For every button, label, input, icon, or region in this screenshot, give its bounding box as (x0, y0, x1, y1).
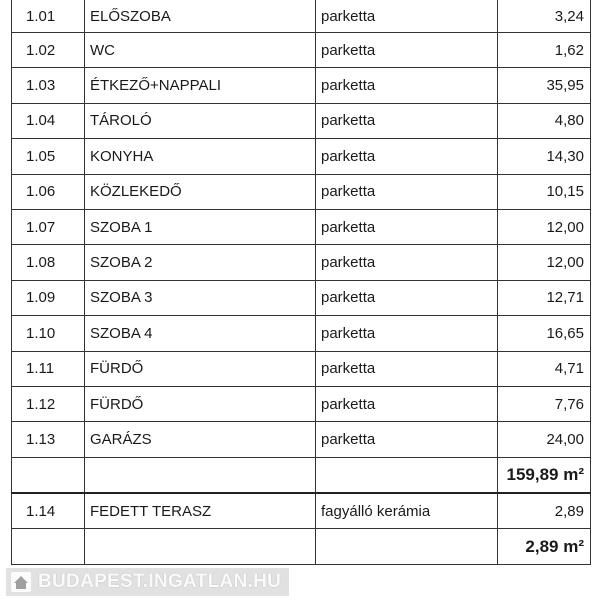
room-number: 1.04 (12, 103, 85, 138)
floor-type: parketta (316, 280, 498, 315)
empty-cell (316, 457, 498, 493)
rooms-total: 159,89 m² (498, 457, 591, 493)
empty-cell (85, 529, 316, 564)
room-row (12, 386, 591, 421)
rooms-total-row (12, 457, 591, 493)
room-area: 3,24 (498, 0, 591, 33)
room-number: 1.01 (12, 0, 85, 33)
room-name: SZOBA 3 (85, 280, 316, 315)
empty-cell (316, 529, 498, 564)
floor-type: parketta (316, 0, 498, 33)
room-number: 1.02 (12, 33, 85, 68)
room-name: SZOBA 1 (85, 209, 316, 244)
room-name: ÉTKEZŐ+NAPPALI (85, 68, 316, 103)
room-summary (12, 457, 591, 564)
room-row (12, 174, 591, 209)
room-name: ELŐSZOBA (85, 0, 316, 33)
room-area: 12,71 (498, 280, 591, 315)
room-area: 4,71 (498, 351, 591, 386)
room-name: SZOBA 2 (85, 245, 316, 280)
room-number: 1.11 (12, 351, 85, 386)
room-area: 4,80 (498, 103, 591, 138)
watermark-text: BUDAPEST.INGATLAN.HU (38, 571, 282, 592)
room-number: 1.12 (12, 386, 85, 421)
room-area: 35,95 (498, 68, 591, 103)
room-number: 1.05 (12, 139, 85, 174)
room-name: SZOBA 4 (85, 316, 316, 351)
room-rows (12, 0, 591, 457)
room-area: 12,00 (498, 245, 591, 280)
room-number: 1.08 (12, 245, 85, 280)
floor-type: parketta (316, 316, 498, 351)
house-logo-icon (10, 571, 32, 593)
room-number: 1.09 (12, 280, 85, 315)
floor-type: parketta (316, 33, 498, 68)
floor-type: parketta (316, 209, 498, 244)
room-number: 1.14 (12, 493, 85, 529)
room-row (12, 316, 591, 351)
room-name: FÜRDŐ (85, 386, 316, 421)
watermark (6, 568, 289, 596)
room-name: WC (85, 33, 316, 68)
room-row (12, 209, 591, 244)
terrace-total-row (12, 529, 591, 564)
floor-type: parketta (316, 68, 498, 103)
floor-type: parketta (316, 174, 498, 209)
room-row (12, 245, 591, 280)
terrace-total: 2,89 m² (498, 529, 591, 564)
room-area: 14,30 (498, 139, 591, 174)
room-name: GARÁZS (85, 422, 316, 457)
room-row (12, 422, 591, 457)
room-number: 1.13 (12, 422, 85, 457)
floor-type: fagyálló kerámia (316, 493, 498, 529)
empty-cell (12, 529, 85, 564)
floor-type: parketta (316, 386, 498, 421)
room-row (12, 0, 591, 33)
room-name: FÜRDŐ (85, 351, 316, 386)
room-row (12, 103, 591, 138)
room-row (12, 33, 591, 68)
room-name: FEDETT TERASZ (85, 493, 316, 529)
empty-cell (85, 457, 316, 493)
room-name: TÁROLÓ (85, 103, 316, 138)
floor-type: parketta (316, 139, 498, 174)
room-row (12, 280, 591, 315)
room-name: KONYHA (85, 139, 316, 174)
room-area: 12,00 (498, 209, 591, 244)
room-area: 16,65 (498, 316, 591, 351)
room-number: 1.10 (12, 316, 85, 351)
room-number: 1.06 (12, 174, 85, 209)
room-row (12, 68, 591, 103)
room-area: 7,76 (498, 386, 591, 421)
floor-type: parketta (316, 245, 498, 280)
room-area: 10,15 (498, 174, 591, 209)
room-area: 1,62 (498, 33, 591, 68)
empty-cell (12, 457, 85, 493)
room-name: KÖZLEKEDŐ (85, 174, 316, 209)
room-row (12, 139, 591, 174)
room-area: 24,00 (498, 422, 591, 457)
room-area: 2,89 (498, 493, 591, 529)
floor-type: parketta (316, 103, 498, 138)
room-area-table (11, 0, 591, 565)
floor-type: parketta (316, 351, 498, 386)
terrace-row (12, 493, 591, 529)
floor-type: parketta (316, 422, 498, 457)
room-number: 1.03 (12, 68, 85, 103)
room-number: 1.07 (12, 209, 85, 244)
room-row (12, 351, 591, 386)
